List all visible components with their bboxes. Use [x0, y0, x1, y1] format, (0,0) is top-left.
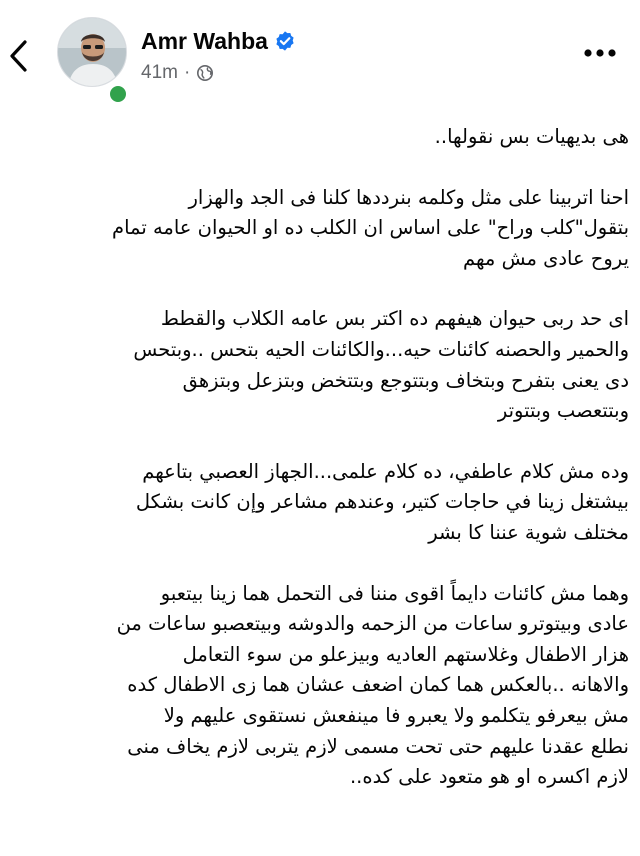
post-text-line: احنا اتربينا على مثل وكلمه بنرددها كلنا فى الجد والهزار	[188, 185, 629, 209]
post-text-line: وده مش كلام عاطفي، ده كلام علمى...الجهاز العصبي بتاعهم	[142, 459, 629, 483]
post-text-line: يروح عادى مش مهم	[462, 246, 629, 270]
post-text-line: نطلع عقدنا عليهم حتى تحت مسمى لازم يتربى لازم يخاف منى	[127, 734, 629, 758]
post-timestamp[interactable]: 41m	[141, 62, 178, 83]
more-horizontal-icon	[583, 48, 617, 58]
author-avatar[interactable]	[57, 17, 129, 89]
author-name[interactable]: Amr Wahba	[141, 27, 268, 54]
post-header	[0, 0, 640, 108]
post-text-line: مختلف شوية عننا كا بشر	[428, 520, 629, 544]
online-status-indicator	[107, 83, 129, 105]
post-text-line: والحمير والحصنه كائنات حيه...والكائنات الحيه بتحس ..وبتحس	[133, 337, 629, 361]
more-options-button[interactable]	[578, 38, 622, 68]
post-text-line: عادى وبيتوترو ساعات من الزحمه والدوشه وبيتعصبو ساعات من	[116, 612, 629, 636]
post-text-line: هى بديهيات بس نقولها..	[434, 125, 629, 148]
post-text	[0, 122, 640, 852]
post-text-line: اى حد ربى حيوان هيفهم ده اكتر بس عامه الكلاب والقطط	[160, 307, 629, 331]
post-text-line: وبتتعصب وبتتوتر	[497, 399, 629, 423]
back-button[interactable]	[4, 34, 34, 78]
post-text-line: وهما مش كائنات دايماً اقوى مننا فى التحمل هما زينا بيتعبو	[160, 581, 629, 605]
post-text-line: مش بيعرفو يتكلمو ولا يعبرو فا مينفعش نستقوى عليهم ولا	[163, 703, 629, 727]
meta-separator: ·	[183, 62, 191, 83]
post-text-line: لازم اكسره او هو متعود على كده..	[349, 765, 629, 789]
post-paragraph	[11, 183, 629, 275]
post-paragraph	[11, 457, 629, 549]
avatar-photo	[58, 18, 127, 87]
post-paragraph	[11, 579, 629, 793]
verified-badge-icon	[274, 30, 296, 52]
post-paragraph	[11, 122, 629, 153]
post-text-line: والاهانه ..بالعكس هما كمان اضعف عشان هما زى الاطفال كده	[127, 673, 629, 697]
post-text-line: دى يعنى بتفرح وبتخاف وبتتوجع وبتتخض وبتزعل وبتزهق	[182, 368, 629, 392]
post-text-line: هزار الاطفال وغلاستهم العاديه وبيزعلو من سوء التعامل	[182, 642, 629, 666]
globe-icon	[196, 64, 214, 82]
post-text-line: بتقول"كلب وراح" على اساس ان الكلب ده او الحيوان عامه تمام	[112, 216, 629, 240]
chevron-left-icon	[8, 39, 30, 73]
post-paragraph	[11, 304, 629, 426]
avatar[interactable]	[57, 17, 127, 87]
post-text-line: بيشتغل زينا في حاجات كتير، وعندهم مشاعر وإن كانت بشكل	[135, 490, 629, 514]
